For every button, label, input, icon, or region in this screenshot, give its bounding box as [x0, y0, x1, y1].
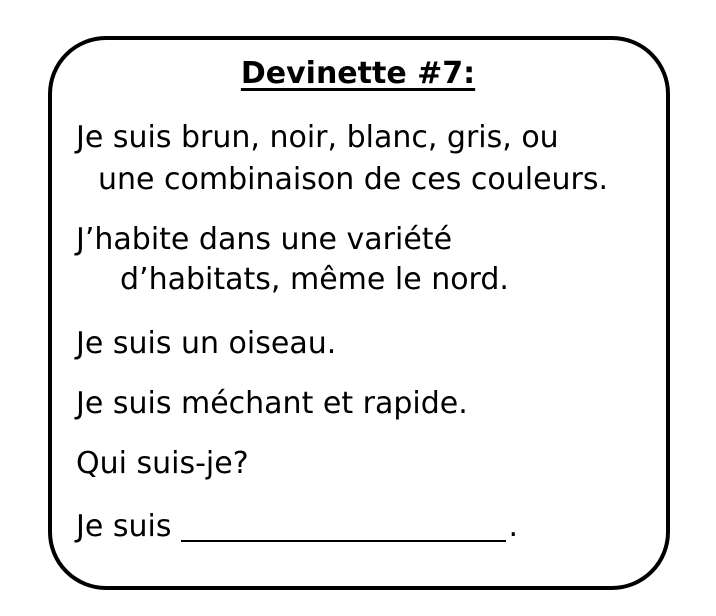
clue-1-line-2: une combinaison de ces couleurs.: [98, 162, 609, 197]
clue-1-line-1: Je suis brun, noir, blanc, gris, ou: [76, 120, 559, 155]
clue-3: Je suis un oiseau.: [76, 326, 337, 361]
question: Qui suis-je?: [76, 446, 249, 481]
answer-blank[interactable]: [181, 510, 506, 542]
answer-prefix: Je suis: [76, 509, 172, 544]
clue-2-line-2: d’habitats, même le nord.: [120, 262, 509, 297]
riddle-title-text: Devinette #7:: [240, 56, 476, 91]
answer-suffix: .: [508, 509, 518, 544]
clue-4: Je suis méchant et rapide.: [76, 386, 468, 421]
answer-row: [76, 504, 518, 547]
riddle-title: [0, 54, 716, 94]
clue-2-line-1: J’habite dans une variété: [76, 222, 453, 257]
